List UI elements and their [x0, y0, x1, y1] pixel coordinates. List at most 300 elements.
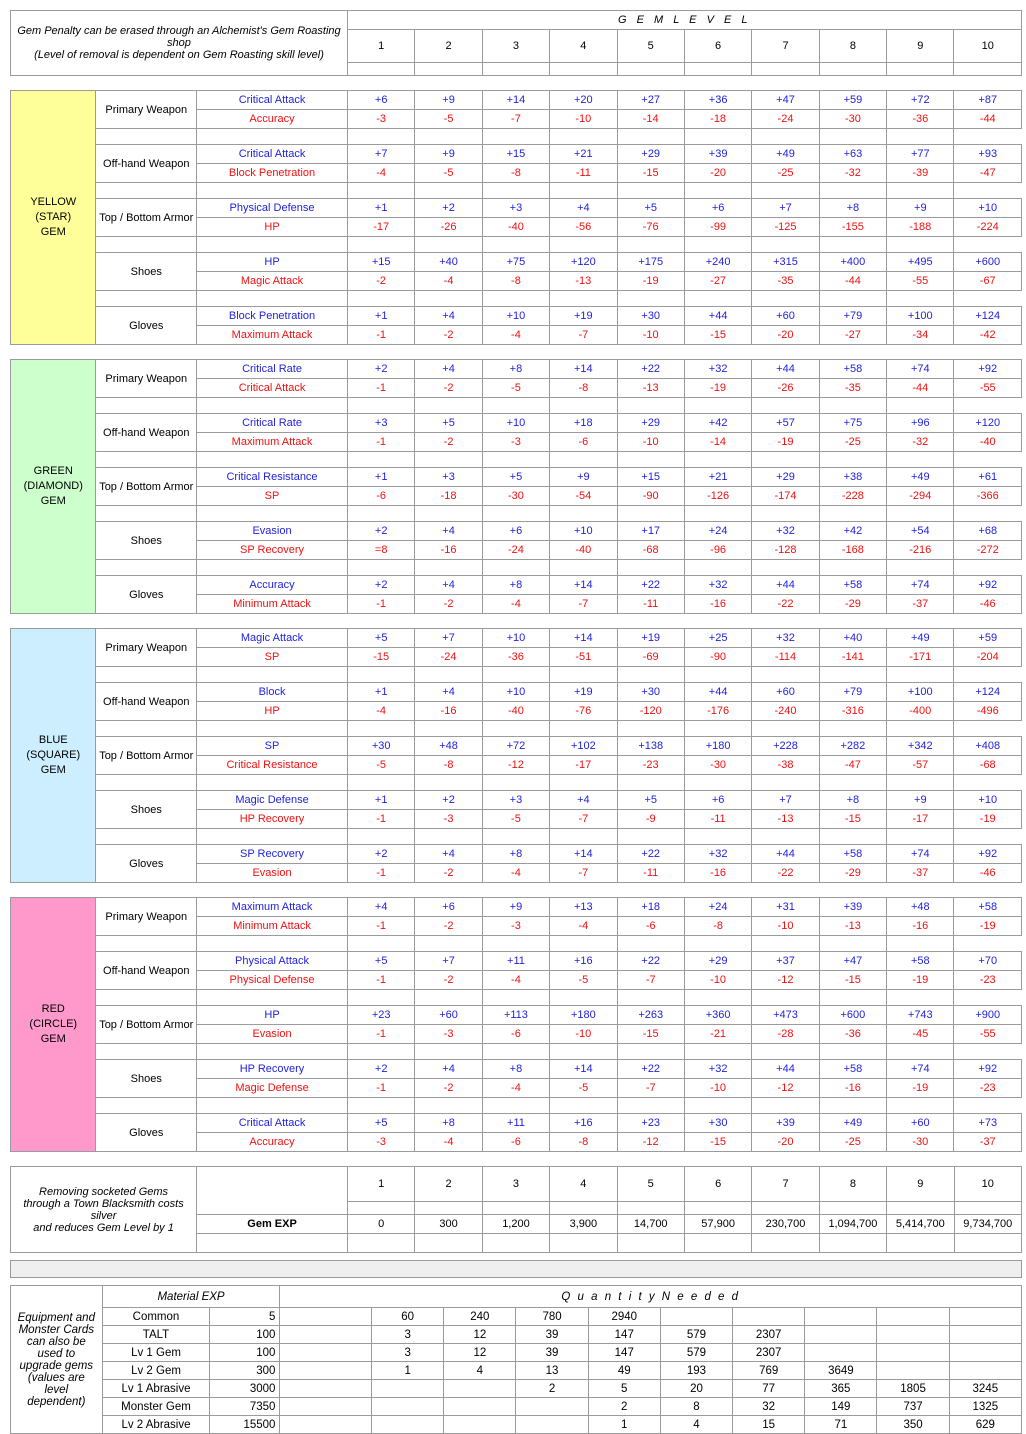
- gem-stat-row: [11, 629, 1022, 648]
- gap-cell: [197, 345, 348, 360]
- stat-value-negative: -20: [684, 164, 751, 183]
- stat-value-negative: -12: [752, 971, 819, 990]
- gap-cell: [954, 1152, 1022, 1167]
- stat-value-negative: -3: [415, 1025, 482, 1044]
- slot-separator-cell: [96, 990, 197, 1006]
- stat-value-negative: -7: [550, 864, 617, 883]
- gem-exp-bottom-spacer-cell: [887, 1234, 954, 1253]
- equipment-slot-label: Top / Bottom Armor: [96, 1006, 197, 1044]
- stat-value-negative: -44: [954, 110, 1022, 129]
- slot-separator-cell: [96, 506, 197, 522]
- stat-name-positive: HP Recovery: [197, 1060, 348, 1079]
- gap-cell: [954, 345, 1022, 360]
- material-qty-value: [280, 1416, 372, 1434]
- slot-separator-cell: [415, 398, 482, 414]
- material-name: Lv 2 Abrasive: [102, 1416, 210, 1434]
- equipment-slot-label: Shoes: [96, 522, 197, 560]
- stat-value-positive: +120: [954, 414, 1022, 433]
- stat-value-positive: +79: [819, 307, 886, 326]
- stat-name-negative: Evasion: [197, 1025, 348, 1044]
- material-qty-value: [372, 1380, 444, 1398]
- stat-value-negative: -35: [752, 272, 819, 291]
- stat-value-negative: -44: [887, 379, 954, 398]
- stat-value-positive: +3: [347, 414, 414, 433]
- gem-exp-bottom-spacer-cell: [819, 1234, 886, 1253]
- gem-exp-spacer-cell: [819, 1202, 886, 1215]
- gem-exp-label: Gem EXP: [197, 1215, 348, 1234]
- slot-separator-cell: [887, 506, 954, 522]
- stat-value-positive: +8: [415, 1114, 482, 1133]
- section-separator-band: [10, 1260, 1022, 1278]
- stat-value-positive: +59: [819, 91, 886, 110]
- gap-cell: [684, 76, 751, 91]
- gem-stat-row: [11, 468, 1022, 487]
- stat-value-negative: -8: [482, 164, 549, 183]
- stat-value-negative: -15: [617, 1025, 684, 1044]
- gem-level-header-9: 9: [887, 30, 954, 63]
- stat-value-positive: +240: [684, 253, 751, 272]
- gem-exp-value: 14,700: [617, 1215, 684, 1234]
- stat-value-negative: -39: [887, 164, 954, 183]
- material-qty-value: 240: [444, 1308, 516, 1326]
- slot-separator-row: [11, 452, 1022, 468]
- stat-value-negative: -19: [684, 379, 751, 398]
- material-exp-table: [10, 1285, 1022, 1434]
- stat-value-negative: -18: [415, 487, 482, 506]
- stat-value-positive: +39: [752, 1114, 819, 1133]
- stat-value-positive: +408: [954, 737, 1022, 756]
- gem-stat-row: [11, 898, 1022, 917]
- stat-value-negative: -496: [954, 702, 1022, 721]
- gem-type-yellow: [11, 91, 96, 345]
- stat-value-negative: -17: [550, 756, 617, 775]
- material-exp-value: 300: [210, 1362, 280, 1380]
- material-qty-value: [280, 1308, 372, 1326]
- stat-value-negative: -18: [684, 110, 751, 129]
- slot-separator-row: [11, 291, 1022, 307]
- stat-value-negative: -23: [954, 1079, 1022, 1098]
- stat-value-positive: +39: [819, 898, 886, 917]
- slot-separator-row: [11, 560, 1022, 576]
- gap-cell: [11, 883, 96, 898]
- slot-separator-cell: [819, 1098, 886, 1114]
- stat-value-positive: +24: [684, 522, 751, 541]
- slot-separator-cell: [684, 1098, 751, 1114]
- slot-separator-cell: [550, 291, 617, 307]
- stat-value-negative: -15: [819, 810, 886, 829]
- slot-separator-cell: [887, 829, 954, 845]
- stat-value-positive: +3: [482, 791, 549, 810]
- gem-type-line-1: YELLOW: [30, 196, 77, 208]
- stat-value-negative: -14: [617, 110, 684, 129]
- stat-value-negative: -13: [819, 917, 886, 936]
- material-qty-value: 629: [949, 1416, 1021, 1434]
- slot-separator-cell: [197, 775, 348, 791]
- stat-value-positive: +7: [347, 145, 414, 164]
- slot-separator-cell: [887, 990, 954, 1006]
- slot-separator-row: [11, 1098, 1022, 1114]
- stat-value-positive: +68: [954, 522, 1022, 541]
- stat-value-positive: +21: [550, 145, 617, 164]
- slot-separator-cell: [482, 1098, 549, 1114]
- stat-value-negative: -15: [819, 971, 886, 990]
- stat-value-positive: +10: [550, 522, 617, 541]
- stat-value-positive: +40: [819, 629, 886, 648]
- stat-value-positive: +37: [752, 952, 819, 971]
- stat-value-positive: +5: [482, 468, 549, 487]
- stat-value-positive: +282: [819, 737, 886, 756]
- gem-penalty-note-line-2: (Level of removal is dependent on Gem Roasting skill level): [34, 49, 324, 61]
- stat-value-negative: -57: [887, 756, 954, 775]
- stat-value-negative: -25: [819, 433, 886, 452]
- stat-value-negative: -7: [482, 110, 549, 129]
- stat-value-positive: +29: [617, 145, 684, 164]
- stat-value-negative: -22: [752, 864, 819, 883]
- gap-cell: [954, 76, 1022, 91]
- stat-value-negative: -8: [415, 756, 482, 775]
- material-qty-value: [877, 1362, 949, 1380]
- stat-value-negative: -126: [684, 487, 751, 506]
- stat-name-positive: HP: [197, 1006, 348, 1025]
- slot-separator-row: [11, 506, 1022, 522]
- stat-value-negative: -15: [684, 1133, 751, 1152]
- slot-separator-cell: [482, 936, 549, 952]
- gap-cell: [96, 883, 197, 898]
- material-exp-value: 5: [210, 1308, 280, 1326]
- slot-separator-cell: [684, 829, 751, 845]
- slot-separator-cell: [482, 560, 549, 576]
- slot-separator-cell: [752, 560, 819, 576]
- slot-separator-cell: [819, 398, 886, 414]
- stat-name-negative: Maximum Attack: [197, 433, 348, 452]
- stat-value-negative: -19: [617, 272, 684, 291]
- stat-value-positive: +19: [550, 307, 617, 326]
- stat-value-positive: +2: [347, 576, 414, 595]
- stat-name-negative: HP: [197, 218, 348, 237]
- stat-value-positive: +25: [684, 629, 751, 648]
- slot-separator-cell: [617, 829, 684, 845]
- gem-exp-spacer-cell: [617, 1202, 684, 1215]
- stat-value-positive: +9: [887, 199, 954, 218]
- slot-separator-cell: [752, 452, 819, 468]
- stat-name-negative: SP: [197, 487, 348, 506]
- gem-exp-bottom-blank: [197, 1234, 348, 1253]
- slot-separator-cell: [96, 452, 197, 468]
- stat-value-negative: -141: [819, 648, 886, 667]
- stat-value-negative: -4: [482, 971, 549, 990]
- gem-section-gap: [11, 883, 1022, 898]
- stat-value-negative: -1: [347, 810, 414, 829]
- stat-value-negative: -4: [482, 1079, 549, 1098]
- gem-exp-value: 1,094,700: [819, 1215, 886, 1234]
- material-qty-value: [280, 1344, 372, 1362]
- gem-exp-spacer-cell: [550, 1202, 617, 1215]
- slot-separator-cell: [415, 237, 482, 253]
- stat-value-negative: -19: [887, 971, 954, 990]
- stat-value-negative: -30: [887, 1133, 954, 1152]
- material-qty-value: [444, 1398, 516, 1416]
- gap-cell: [752, 1152, 819, 1167]
- slot-separator-cell: [347, 936, 414, 952]
- gap-cell: [954, 883, 1022, 898]
- slot-separator-cell: [347, 560, 414, 576]
- stat-value-positive: +58: [954, 898, 1022, 917]
- gem-stat-row: [11, 952, 1022, 971]
- stat-value-negative: -7: [550, 595, 617, 614]
- slot-separator-cell: [482, 775, 549, 791]
- stat-value-negative: -11: [550, 164, 617, 183]
- slot-separator-cell: [819, 291, 886, 307]
- gem-exp-value: 9,734,700: [954, 1215, 1022, 1234]
- stat-value-negative: -204: [954, 648, 1022, 667]
- stat-value-positive: +29: [752, 468, 819, 487]
- stat-value-positive: +9: [887, 791, 954, 810]
- stat-value-positive: +14: [550, 576, 617, 595]
- stat-value-positive: +2: [347, 360, 414, 379]
- slot-separator-cell: [752, 291, 819, 307]
- slot-separator-cell: [819, 829, 886, 845]
- gap-cell: [96, 1152, 197, 1167]
- slot-separator-cell: [550, 721, 617, 737]
- stat-value-negative: -1: [347, 433, 414, 452]
- slot-separator-cell: [550, 775, 617, 791]
- stat-value-negative: -366: [954, 487, 1022, 506]
- stat-value-negative: -15: [347, 648, 414, 667]
- stat-value-negative: -6: [550, 433, 617, 452]
- stat-value-positive: +18: [617, 898, 684, 917]
- material-qty-value: 5: [588, 1380, 660, 1398]
- stat-value-negative: -56: [550, 218, 617, 237]
- stat-value-negative: -5: [482, 810, 549, 829]
- stat-value-positive: +400: [819, 253, 886, 272]
- stat-value-positive: +5: [617, 199, 684, 218]
- stat-value-negative: -36: [819, 1025, 886, 1044]
- gap-cell: [415, 883, 482, 898]
- equipment-slot-label: Gloves: [96, 576, 197, 614]
- equipment-slot-label: Primary Weapon: [96, 629, 197, 667]
- equipment-slot-label: Shoes: [96, 1060, 197, 1098]
- slot-separator-cell: [482, 129, 549, 145]
- material-qty-value: [805, 1326, 877, 1344]
- slot-separator-cell: [197, 183, 348, 199]
- stat-value-negative: =8: [347, 541, 414, 560]
- stat-value-negative: -19: [887, 1079, 954, 1098]
- stat-value-positive: +24: [684, 898, 751, 917]
- stat-value-positive: +92: [954, 360, 1022, 379]
- slot-separator-cell: [887, 667, 954, 683]
- stat-value-positive: +72: [887, 91, 954, 110]
- stat-value-negative: -22: [752, 595, 819, 614]
- stat-value-negative: -25: [819, 1133, 886, 1152]
- stat-value-negative: -51: [550, 648, 617, 667]
- gap-cell: [752, 345, 819, 360]
- stat-value-positive: +63: [819, 145, 886, 164]
- stat-value-positive: +29: [684, 952, 751, 971]
- material-qty-value: 1: [372, 1362, 444, 1380]
- stat-value-positive: +8: [482, 845, 549, 864]
- slot-separator-cell: [197, 829, 348, 845]
- stat-value-positive: +1: [347, 468, 414, 487]
- stat-value-positive: +31: [752, 898, 819, 917]
- gem-stat-row: [11, 522, 1022, 541]
- gap-cell: [415, 614, 482, 629]
- gap-cell: [415, 345, 482, 360]
- slot-separator-cell: [887, 129, 954, 145]
- stat-value-negative: -99: [684, 218, 751, 237]
- stat-value-negative: -8: [482, 272, 549, 291]
- stat-value-negative: -8: [550, 1133, 617, 1152]
- gap-cell: [11, 345, 96, 360]
- stat-value-positive: +19: [617, 629, 684, 648]
- slot-separator-cell: [887, 936, 954, 952]
- stat-value-positive: +27: [617, 91, 684, 110]
- stat-name-negative: Accuracy: [197, 1133, 348, 1152]
- material-qty-value: 737: [877, 1398, 949, 1416]
- stat-value-positive: +57: [752, 414, 819, 433]
- slot-separator-cell: [197, 1044, 348, 1060]
- material-qty-value: 39: [516, 1326, 588, 1344]
- stat-value-positive: +9: [550, 468, 617, 487]
- gem-type-red: [11, 898, 96, 1152]
- stat-value-negative: -1: [347, 864, 414, 883]
- stat-value-negative: -26: [415, 218, 482, 237]
- stat-value-positive: +6: [684, 199, 751, 218]
- slot-separator-cell: [684, 237, 751, 253]
- stat-value-negative: -14: [684, 433, 751, 452]
- slot-separator-cell: [752, 1044, 819, 1060]
- gem-level-header-10: 10: [954, 30, 1022, 63]
- slot-separator-cell: [415, 183, 482, 199]
- stat-value-positive: +7: [415, 629, 482, 648]
- gem-exp-spacer-cell: [684, 1202, 751, 1215]
- material-qty-value: 12: [444, 1326, 516, 1344]
- gem-exp-value: 300: [415, 1215, 482, 1234]
- material-row: [11, 1398, 1022, 1416]
- material-name: Lv 1 Gem: [102, 1344, 210, 1362]
- stat-value-negative: -171: [887, 648, 954, 667]
- stat-value-positive: +22: [617, 360, 684, 379]
- slot-separator-cell: [415, 1098, 482, 1114]
- gap-cell: [197, 883, 348, 898]
- stat-value-positive: +8: [819, 199, 886, 218]
- stat-value-negative: -224: [954, 218, 1022, 237]
- stat-name-positive: SP Recovery: [197, 845, 348, 864]
- slot-separator-cell: [617, 183, 684, 199]
- gap-cell: [550, 614, 617, 629]
- stat-value-negative: -42: [954, 326, 1022, 345]
- slot-separator-cell: [752, 667, 819, 683]
- slot-separator-cell: [684, 291, 751, 307]
- equipment-slot-label: Top / Bottom Armor: [96, 199, 197, 237]
- header-spacer-cell: [819, 63, 886, 76]
- stat-value-positive: +2: [347, 845, 414, 864]
- slot-separator-cell: [617, 667, 684, 683]
- material-qty-value: [949, 1344, 1021, 1362]
- gap-cell: [11, 614, 96, 629]
- header-spacer-cell: [347, 63, 414, 76]
- stat-value-positive: +10: [482, 683, 549, 702]
- material-qty-value: 365: [805, 1380, 877, 1398]
- gem-level-header-3: 3: [482, 30, 549, 63]
- gem-exp-level-header-2: 2: [415, 1167, 482, 1202]
- material-qty-value: 2940: [588, 1308, 660, 1326]
- slot-separator-cell: [550, 1044, 617, 1060]
- gap-cell: [550, 883, 617, 898]
- stat-value-positive: +32: [684, 1060, 751, 1079]
- gap-cell: [347, 614, 414, 629]
- stat-value-negative: -90: [684, 648, 751, 667]
- stat-name-positive: HP: [197, 253, 348, 272]
- material-qty-value: 20: [660, 1380, 732, 1398]
- stat-value-positive: +60: [752, 683, 819, 702]
- gap-cell: [197, 614, 348, 629]
- stat-name-positive: Critical Rate: [197, 414, 348, 433]
- slot-separator-cell: [415, 829, 482, 845]
- stat-value-positive: +10: [482, 307, 549, 326]
- stat-value-positive: +58: [887, 952, 954, 971]
- stat-value-positive: +17: [617, 522, 684, 541]
- gap-cell: [819, 1152, 886, 1167]
- stat-value-positive: +2: [347, 1060, 414, 1079]
- slot-separator-cell: [96, 183, 197, 199]
- slot-separator-cell: [887, 291, 954, 307]
- gap-cell: [617, 345, 684, 360]
- stat-value-positive: +54: [887, 522, 954, 541]
- material-qty-value: [516, 1398, 588, 1416]
- material-qty-value: 3: [372, 1344, 444, 1362]
- stat-value-negative: -2: [415, 595, 482, 614]
- stat-value-positive: +5: [347, 1114, 414, 1133]
- stat-value-negative: -4: [482, 864, 549, 883]
- stat-value-positive: +124: [954, 307, 1022, 326]
- slot-separator-cell: [684, 936, 751, 952]
- stat-value-positive: +1: [347, 199, 414, 218]
- stat-value-negative: -32: [819, 164, 886, 183]
- stat-value-positive: +6: [347, 91, 414, 110]
- gem-penalty-note-line-1: Gem Penalty can be erased through an Alchemist's Gem Roasting shop: [17, 25, 341, 49]
- stat-value-positive: +6: [482, 522, 549, 541]
- stat-value-positive: +30: [617, 307, 684, 326]
- stat-value-positive: +9: [415, 145, 482, 164]
- gap-cell: [684, 1152, 751, 1167]
- slot-separator-cell: [752, 1098, 819, 1114]
- stat-value-negative: -47: [954, 164, 1022, 183]
- slot-separator-cell: [482, 291, 549, 307]
- gem-stats-sheet: [0, 10, 1026, 1433]
- stat-value-positive: +74: [887, 360, 954, 379]
- stat-value-positive: +8: [482, 360, 549, 379]
- stat-value-negative: -20: [752, 326, 819, 345]
- stat-value-positive: +2: [347, 522, 414, 541]
- stat-value-negative: -15: [617, 164, 684, 183]
- stat-value-negative: -5: [415, 110, 482, 129]
- gem-stat-row: [11, 791, 1022, 810]
- gap-cell: [96, 614, 197, 629]
- gem-stat-row: [11, 307, 1022, 326]
- gem-exp-bottom-spacer-cell: [684, 1234, 751, 1253]
- slot-separator-cell: [96, 936, 197, 952]
- slot-separator-row: [11, 398, 1022, 414]
- stat-value-positive: +32: [684, 845, 751, 864]
- material-row: [11, 1326, 1022, 1344]
- stat-value-positive: +49: [752, 145, 819, 164]
- stat-value-negative: -7: [550, 810, 617, 829]
- slot-separator-cell: [197, 129, 348, 145]
- slot-separator-cell: [684, 183, 751, 199]
- stat-value-positive: +1: [347, 307, 414, 326]
- stat-value-positive: +14: [550, 360, 617, 379]
- slot-separator-cell: [617, 129, 684, 145]
